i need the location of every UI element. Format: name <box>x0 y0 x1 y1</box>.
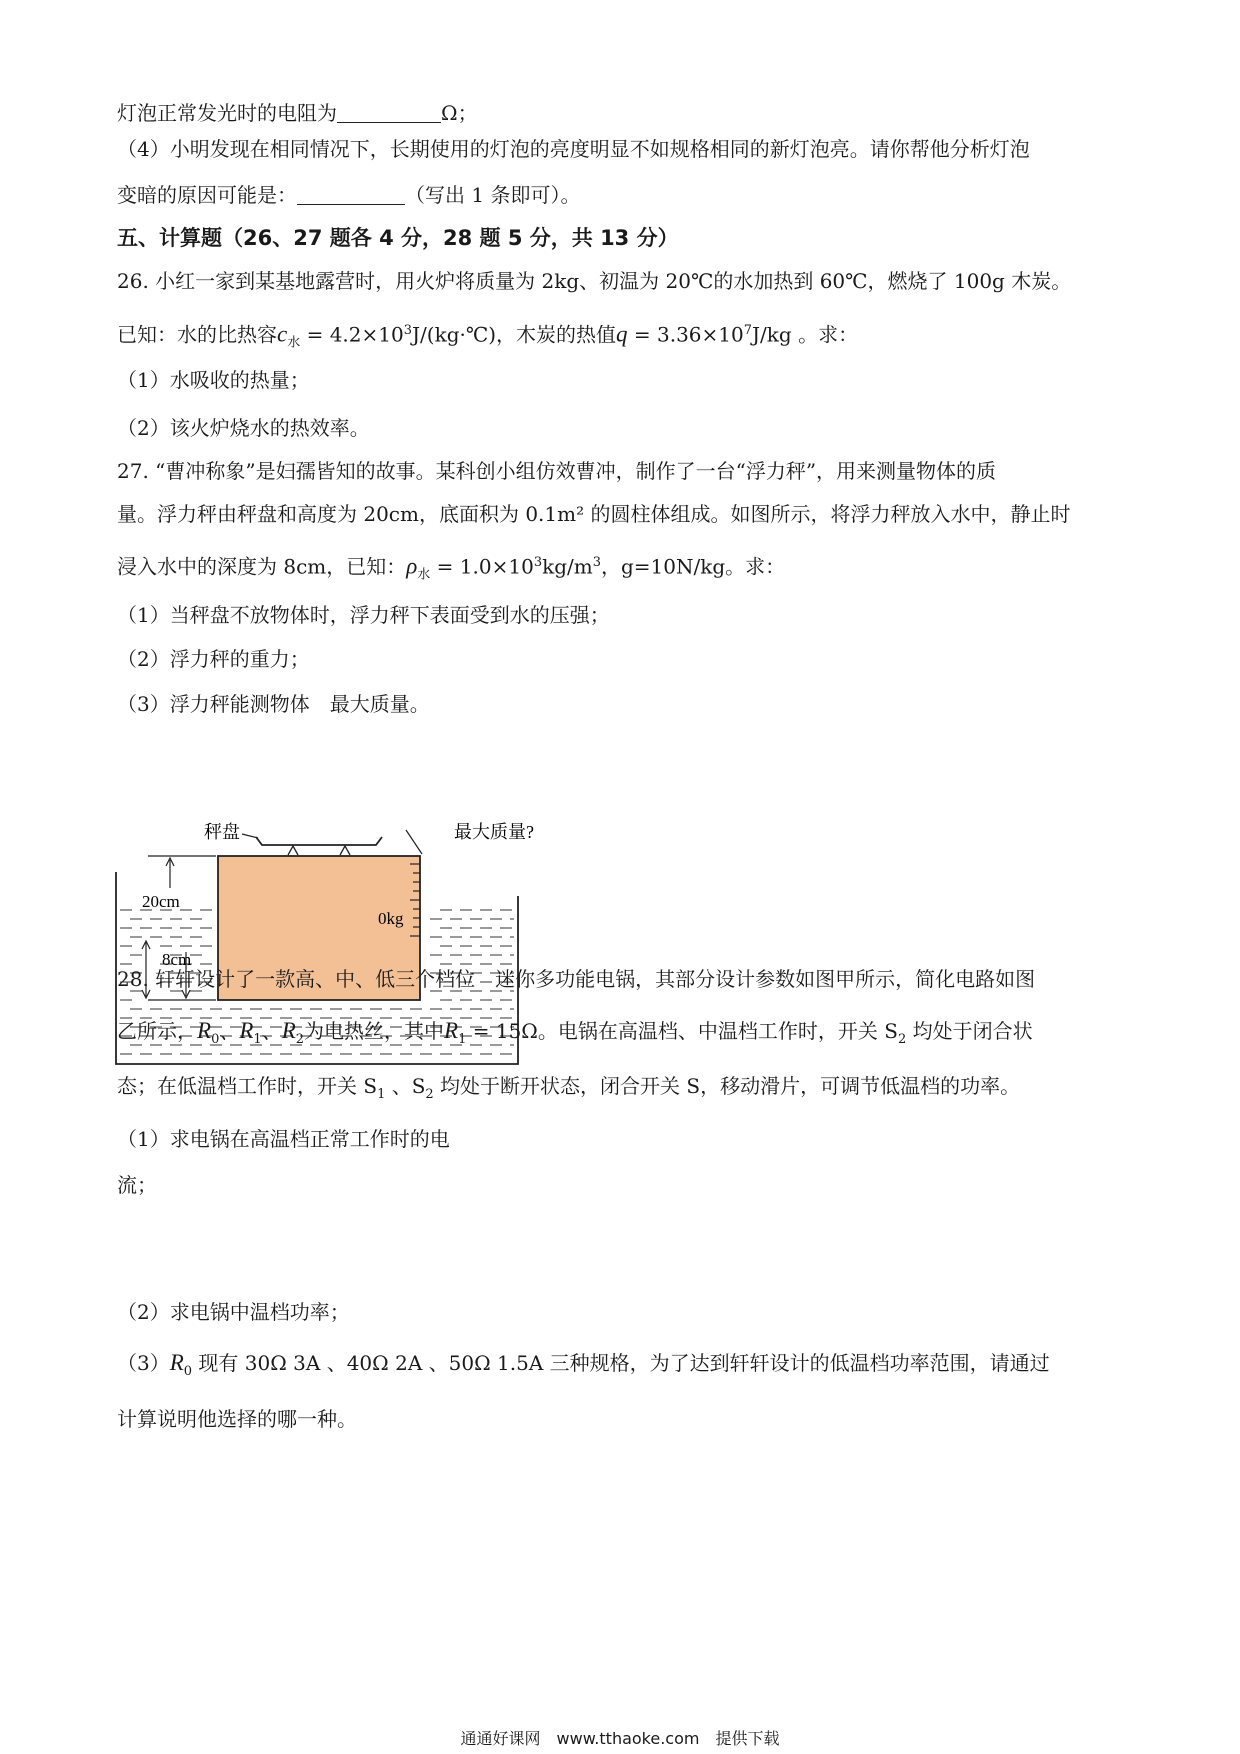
q28-part3-text: 现有 30Ω 3A 、40Ω 2A 、50Ω 1.5A 三种规格，为了达到轩轩设计的低温档功率范围，请通过 <box>192 1351 1050 1375</box>
q28-low-mode: 态；在低温档工作时，开关 S <box>117 1074 378 1098</box>
separator: 、 <box>261 1019 282 1043</box>
q26-line2 <box>117 316 858 359</box>
symbol-c: c <box>277 321 288 347</box>
q28-r1-value: = 15Ω。电锅在高温档、中温档工作时，开关 S <box>466 1019 898 1043</box>
q26-q-value: = 3.36×10 <box>627 322 744 347</box>
q25-part4-line1: （4）小明发现在相同情况下，长期使用的灯泡的亮度明显不如规格相同的新灯泡亮。请你帮他分析灯泡 <box>117 137 1030 161</box>
label-0kg: 0kg <box>378 909 404 928</box>
q28-part3-number: （3） <box>117 1351 170 1375</box>
symbol-r1: R <box>444 1018 459 1043</box>
switch-s2-sub: 2 <box>897 1032 907 1047</box>
q27-part3: （3）浮力秤能测物体 最大质量。 <box>117 692 430 716</box>
q28-line1: 28. 轩轩设计了一款高、中、低三个档位 迷你多功能电锅，其部分设计参数如图甲所示，简化电路如图 <box>117 967 1036 991</box>
label-20cm: 20cm <box>142 892 180 911</box>
q25-ohm-unit: Ω； <box>441 101 478 125</box>
q28-intro: 乙所示， <box>117 1019 197 1043</box>
label-8cm: 8cm <box>162 950 192 969</box>
q28-wires: 为电热丝，其中 <box>304 1019 445 1043</box>
q27-line2: 量。浮力秤由秤盘和高度为 20cm，底面积为 0.1m² 的圆柱体组成。如图所示，将浮力秤放入水中，静止时 <box>117 502 1071 526</box>
q28-part3 <box>117 1348 1050 1387</box>
switch-s1-sub: 1 <box>377 1087 386 1102</box>
q28-line2 <box>117 1016 1033 1055</box>
q27-g-value: ，g=10N/kg。求： <box>601 554 786 579</box>
label-pan: 秤盘 <box>204 822 240 842</box>
page-footer: 通通好课网 www.tthaoke.com 提供下载 <box>460 1729 780 1748</box>
symbol-rho: ρ <box>406 553 418 579</box>
symbol-c-sub: 水 <box>287 335 301 351</box>
separator: 、 <box>219 1019 240 1043</box>
max-mass-leader <box>406 830 422 854</box>
symbol-q: q <box>616 321 628 347</box>
scale-pan <box>256 837 382 845</box>
q26-c-value: = 4.2×10 <box>300 322 404 347</box>
q28-part3-tail: 计算说明他选择的哪一种。 <box>117 1407 357 1431</box>
q25-resistance-text: 灯泡正常发光时的电阻为 <box>117 101 337 125</box>
q25-resistance-line <box>117 98 478 128</box>
q28-part2: （2）求电锅中温档功率； <box>117 1300 350 1324</box>
q25-part4-prompt: 变暗的原因可能是： <box>117 183 297 207</box>
symbol-r1-sub: 1 <box>458 1032 467 1047</box>
q28-switch-s2: 、S <box>385 1074 426 1098</box>
q27-part2: （2）浮力秤的重力； <box>117 647 310 671</box>
q28-line3 <box>117 1071 1020 1110</box>
symbol-r1-sub: 1 <box>253 1032 262 1047</box>
symbol-r2-sub: 2 <box>295 1032 305 1047</box>
pan-support-right <box>340 846 350 855</box>
q28-part1-a: （1）求电锅在高温档正常工作时的电 <box>117 1127 450 1151</box>
q25-part4-line2 <box>117 180 580 210</box>
switch-s2-sub: 2 <box>425 1087 434 1102</box>
q26-part2: （2）该火炉烧水的热效率。 <box>117 416 370 440</box>
q27-line1: 27. “曹冲称象”是妇孺皆知的故事。某科创小组仿效曹冲，制作了一台“浮力秤”，用来测量物体的质 <box>117 459 997 483</box>
symbol-rho-sub: 水 <box>417 567 431 583</box>
pan-support-left <box>288 846 298 855</box>
q28-part1-b: 流； <box>117 1173 157 1197</box>
answer-blank <box>337 100 441 123</box>
q27-rho-exp: 3 <box>533 555 543 570</box>
q28-closed: 均处于闭合状 <box>906 1019 1033 1043</box>
symbol-r0-sub: 0 <box>211 1032 220 1047</box>
q27-part1: （1）当秤盘不放物体时，浮力秤下表面受到水的压强； <box>117 603 610 627</box>
symbol-r0: R <box>169 1350 184 1375</box>
q28-low-mode-tail: 均处于断开状态，闭合开关 S，移动滑片，可调节低温档的功率。 <box>433 1074 1021 1098</box>
symbol-r0: R <box>197 1018 212 1043</box>
symbol-r2: R <box>281 1018 296 1043</box>
label-max-mass: 最大质量? <box>454 822 534 842</box>
q27-rho-unit: kg/m <box>542 554 593 579</box>
symbol-r1: R <box>239 1018 254 1043</box>
section-heading: 五、计算题（26、27 题各 4 分，28 题 5 分，共 13 分） <box>117 226 679 250</box>
q26-c-exp: 3 <box>403 323 413 338</box>
q27-rho-value: = 1.0×10 <box>430 554 534 579</box>
pan-label-leader <box>242 834 258 838</box>
q26-q-unit: J/kg 。求： <box>752 322 859 347</box>
q26-c-unit: J/(kg·℃)，木炭的热值 <box>412 322 617 347</box>
q26-q-exp: 7 <box>743 323 753 338</box>
q27-given: 浸入水中的深度为 8cm，已知： <box>117 554 407 579</box>
q25-part4-note: （写出 1 条即可）。 <box>405 183 581 207</box>
answer-blank <box>297 182 405 205</box>
q27-line3 <box>117 548 785 591</box>
symbol-r0-sub: 0 <box>183 1364 193 1379</box>
q27-rho-unit-exp: 3 <box>592 555 601 570</box>
q26-given: 已知：水的比热容 <box>117 322 277 347</box>
q26-part1: （1）水吸收的热量； <box>117 368 310 392</box>
q26-line1: 26. 小红一家到某基地露营时，用火炉将质量为 2kg、初温为 20℃的水加热到 60℃，燃烧了 100g 木炭。 <box>117 269 1072 293</box>
